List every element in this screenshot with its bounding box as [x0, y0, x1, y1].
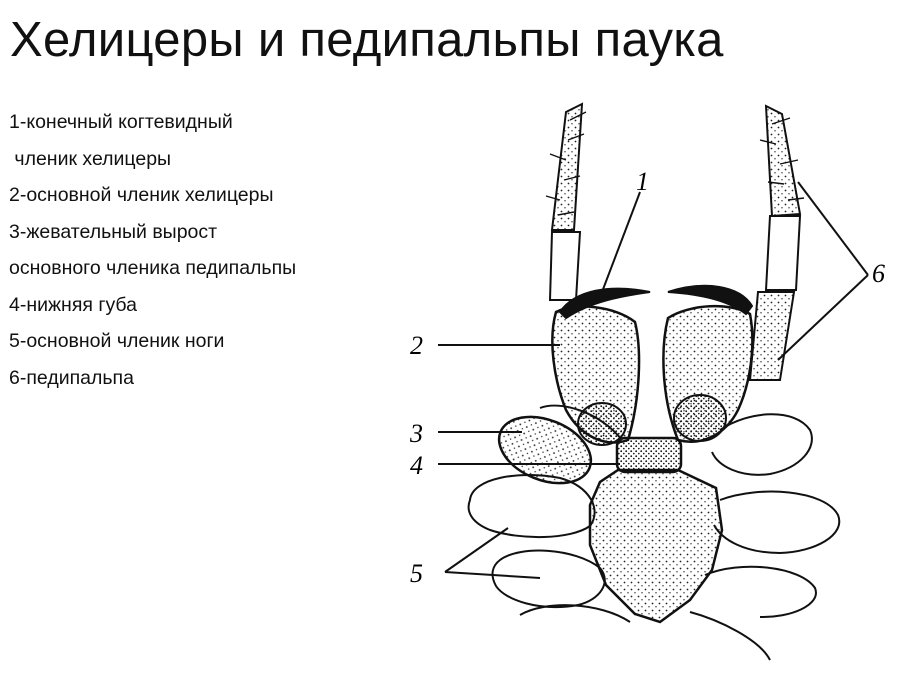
- sternum: [590, 470, 722, 622]
- legend-item-2: 2-основной членик хелицеры: [9, 184, 274, 206]
- right-chelicera-pad: [674, 395, 726, 441]
- legend-item-5: 5-основной членик ноги: [9, 330, 225, 352]
- callout-4: 4: [410, 451, 423, 480]
- left-chelicera-pad: [578, 403, 626, 445]
- legend-item-1-cont: членик хелицеры: [9, 147, 172, 170]
- left-pedipalp: [546, 104, 586, 300]
- legend-item-6: 6-педипальпа: [9, 366, 134, 389]
- callout-6: 6: [872, 259, 885, 288]
- right-pedipalp: [750, 106, 804, 380]
- callout-1: 1: [636, 167, 649, 196]
- callout-2: 2: [410, 331, 423, 360]
- labium: [617, 438, 681, 472]
- callout-3: 3: [410, 419, 423, 448]
- callout-5: 5: [410, 559, 423, 588]
- legend-item-1: 1-конечный когтевидный: [9, 111, 233, 133]
- legend-item-3: 3-жевательный вырост: [9, 220, 218, 243]
- legend-item-3-cont: основного членика педипальпы: [9, 257, 297, 279]
- page-title: Хелицеры и педипальпы паука: [10, 13, 724, 67]
- legend-item-4: 4-нижняя губа: [9, 293, 137, 316]
